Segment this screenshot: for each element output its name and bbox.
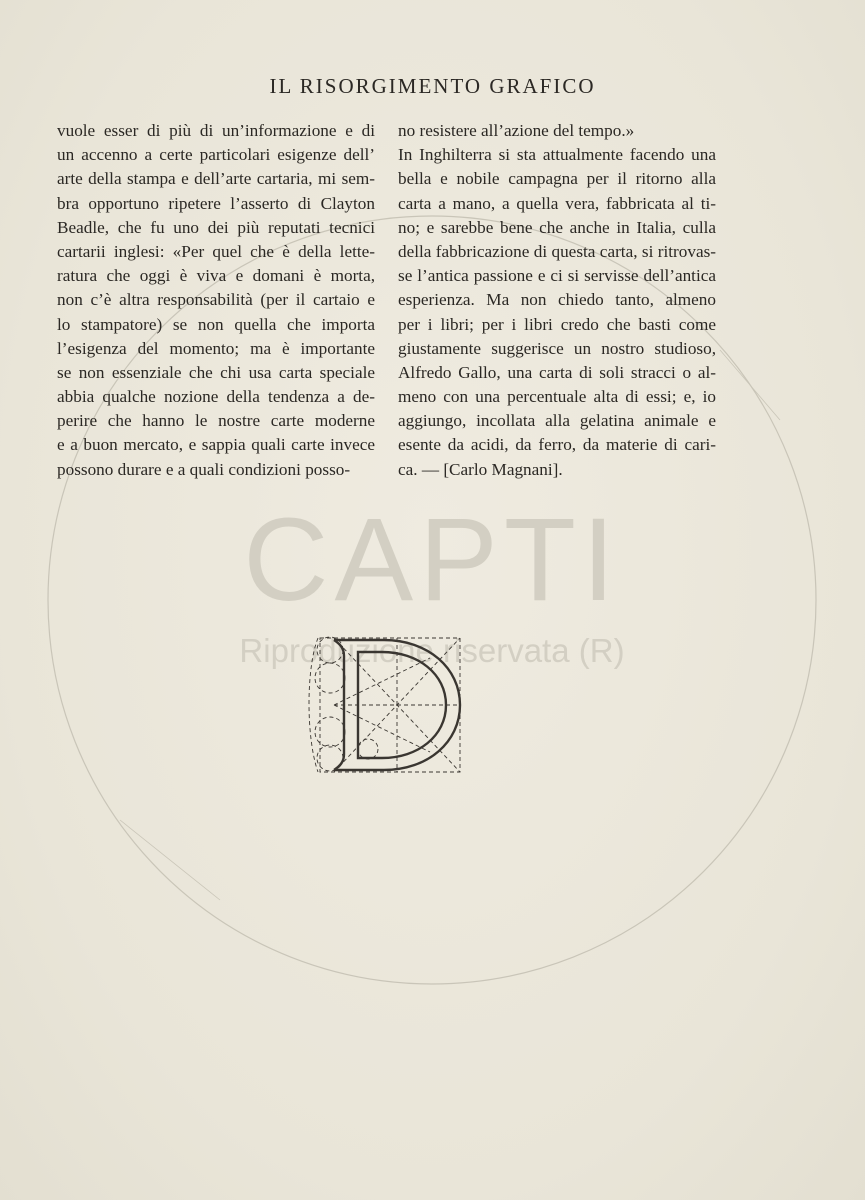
text-line: bella e nobile campagna per il ritorno alla	[398, 169, 716, 189]
text-column-left	[57, 119, 375, 482]
text-line: per i libri; per i libri credo che basti come	[398, 314, 716, 334]
text-line: no; e sarebbe bene che anche in Italia, culla	[398, 217, 716, 237]
text-line: bra opportuno ripetere l’asserto di Clayton	[57, 193, 375, 213]
text-line: esperienza. Ma non chiedo tanto, almeno	[398, 290, 716, 310]
ornamental-initial-d	[300, 628, 468, 776]
watermark-notice: Riproduzione riservata (R)	[239, 632, 625, 669]
text-line: carta a mano, a quella vera, fabbricata al ti-	[398, 193, 716, 213]
text-line: esente da acidi, da ferro, da materie di cari-	[398, 435, 716, 455]
text-line: giustamente suggerisce un nostro studioso,	[398, 338, 716, 358]
page-title: IL RISORGIMENTO GRAFICO	[269, 74, 596, 98]
text-line: possono durare e a quali condizioni posso-	[57, 459, 351, 479]
text-line: abbia qualche nozione della tendenza a de-	[57, 387, 375, 407]
text-line: se non essenziale che chi usa carta speciale	[57, 362, 375, 382]
text-line: In Inghilterra si sta attualmente facendo una	[398, 145, 716, 165]
text-line: ca. — [Carlo Magnani].	[398, 459, 563, 479]
watermark-brand: CAPTI	[243, 494, 621, 626]
text-line: perire che hanno le nostre carte moderne	[57, 411, 375, 431]
text-line: lo stampatore) se non quella che importa	[57, 314, 375, 334]
text-line: aggiungo, incollata alla gelatina animale e	[398, 411, 716, 431]
text-line: un accenno a certe particolari esigenze dell’	[57, 145, 375, 165]
text-line: vuole esser di più di un’informazione e di	[57, 121, 375, 140]
text-line: e a buon mercato, e sappia quali carte invece	[57, 435, 375, 455]
text-line: non c’è altra responsabilità (per il cartaio e	[57, 290, 375, 310]
text-line: se l’antica passione e ci si servisse dell’antica	[398, 266, 716, 286]
text-line: Alfredo Gallo, una carta di soli stracci o al-	[398, 362, 716, 382]
text-line: arte della stampa e dell’arte cartaria, mi sem-	[57, 169, 375, 189]
text-line: ratura che oggi è viva e domani è morta,	[57, 266, 375, 286]
text-line: l’esigenza del momento; ma è importante	[57, 338, 375, 358]
text-line: meno con una percentuale alta di essi; e, io	[398, 387, 716, 407]
text-line: della fabbricazione di questa carta, si ritrovas-	[398, 241, 716, 261]
text-line: cartarii inglesi: «Per quel che è della lette-	[57, 241, 375, 261]
text-line: no resistere all’azione del tempo.»	[398, 121, 635, 140]
initial-letter: D	[300, 628, 301, 629]
text-column-right	[398, 119, 716, 482]
text-line: Beadle, che fu uno dei più reputati tecnici	[57, 217, 375, 237]
